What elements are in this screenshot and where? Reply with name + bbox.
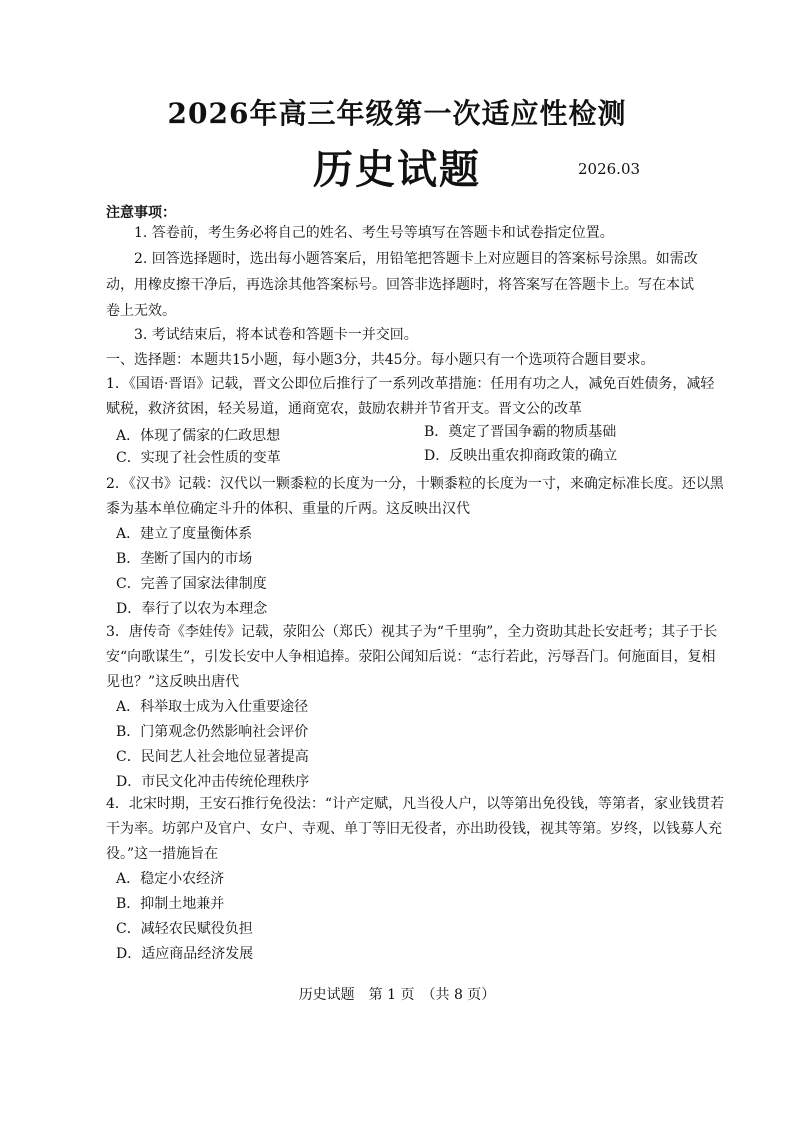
question-stem: 3．唐传奇《李娃传》记载，荥阳公（郑氏）视其子为“千里驹”，全力资助其赴长安赶考；其子于长安“向歌谋生”，引发长安中人争相追捧。荥阳公闻知后说：“志行若此，污辱吾门。何施面目，复相见也？”这反映出唐代	[106, 624, 718, 690]
question-1	[106, 372, 726, 474]
question-2	[106, 472, 726, 622]
option-b: B．奠定了晋国争霸的物质基础	[424, 424, 617, 440]
exam-title: 2026年高三年级第一次适应性检测	[167, 97, 627, 130]
notice-heading: 注意事项：	[106, 205, 176, 221]
option-b: B．垄断了国内的市场	[116, 551, 253, 567]
option-a: A．科举取士成为入仕重要途径	[116, 699, 309, 715]
option-c: C．完善了国家法律制度	[116, 576, 267, 592]
notice-item-3: 3. 考试结束后，将本试卷和答题卡一并交回。	[134, 327, 418, 343]
question-stem: 4．北宋时期，王安石推行免役法：“计产定赋，凡当役人户，以等第出免役钱，等第者，家业钱贯若干为率。坊郭户及官户、女户、寺观、单丁等旧无役者，亦出助役钱，视其等第。岁终，以钱募人充役。”这一措施旨在	[106, 796, 725, 862]
option-d: D．市民文化冲击传统伦理秩序	[116, 774, 310, 790]
question-stem: 2．《汉书》记载：汉代以一颗黍粒的长度为一分，十颗黍粒的长度为一寸，来确定标准长度。还以黑黍为基本单位确定斗升的体积、重量的斤两。这反映出汉代	[106, 476, 724, 517]
section-heading: 一、选择题：本题共15小题，每小题3分，共45分。每小题只有一个选项符合题目要求。	[106, 352, 655, 368]
option-d: D．适应商品经济发展	[116, 946, 254, 962]
option-a: A．建立了度量衡体系	[116, 526, 253, 542]
exam-date: 2026.03	[578, 160, 641, 178]
exam-subject-title: 历史试题	[313, 146, 481, 193]
option-d: D．反映出重农抑商政策的确立	[424, 448, 618, 464]
option-d: D．奉行了以农为本理念	[116, 601, 268, 617]
question-stem: 1．《国语·晋语》记载，晋文公即位后推行了一系列改革措施：任用有功之人，减免百姓债务，减轻赋税，救济贫困，轻关易道，通商宽农，鼓励农耕并节省开支。晋文公的改革	[106, 376, 715, 417]
notice-item-1: 1. 答卷前，考生务必将自己的姓名、考生号等填写在答题卡和试卷指定位置。	[134, 225, 614, 241]
question-4	[106, 792, 726, 967]
option-b: B．抑制土地兼并	[116, 896, 225, 912]
option-a: A．稳定小农经济	[116, 871, 225, 887]
question-3	[106, 620, 726, 795]
notice-item-2: 2. 回答选择题时，选出每小题答案后，用铅笔把答题卡上对应题目的答案标号涂黑。如需改动，用橡皮擦干净后，再选涂其他答案标号。回答非选择题时，将答案写在答题卡上。写在本试卷上无效。	[106, 251, 698, 319]
page-footer: 历史试题 第 1 页 （共 8 页）	[298, 987, 496, 1003]
option-b: B．门第观念仍然影响社会评价	[116, 724, 309, 740]
option-c: C．民间艺人社会地位显著提高	[116, 749, 309, 765]
option-c: C．减轻农民赋役负担	[116, 921, 253, 937]
option-a: A．体现了儒家的仁政思想	[116, 428, 281, 444]
question-options	[106, 422, 726, 474]
option-c: C．实现了社会性质的变革	[116, 450, 281, 466]
